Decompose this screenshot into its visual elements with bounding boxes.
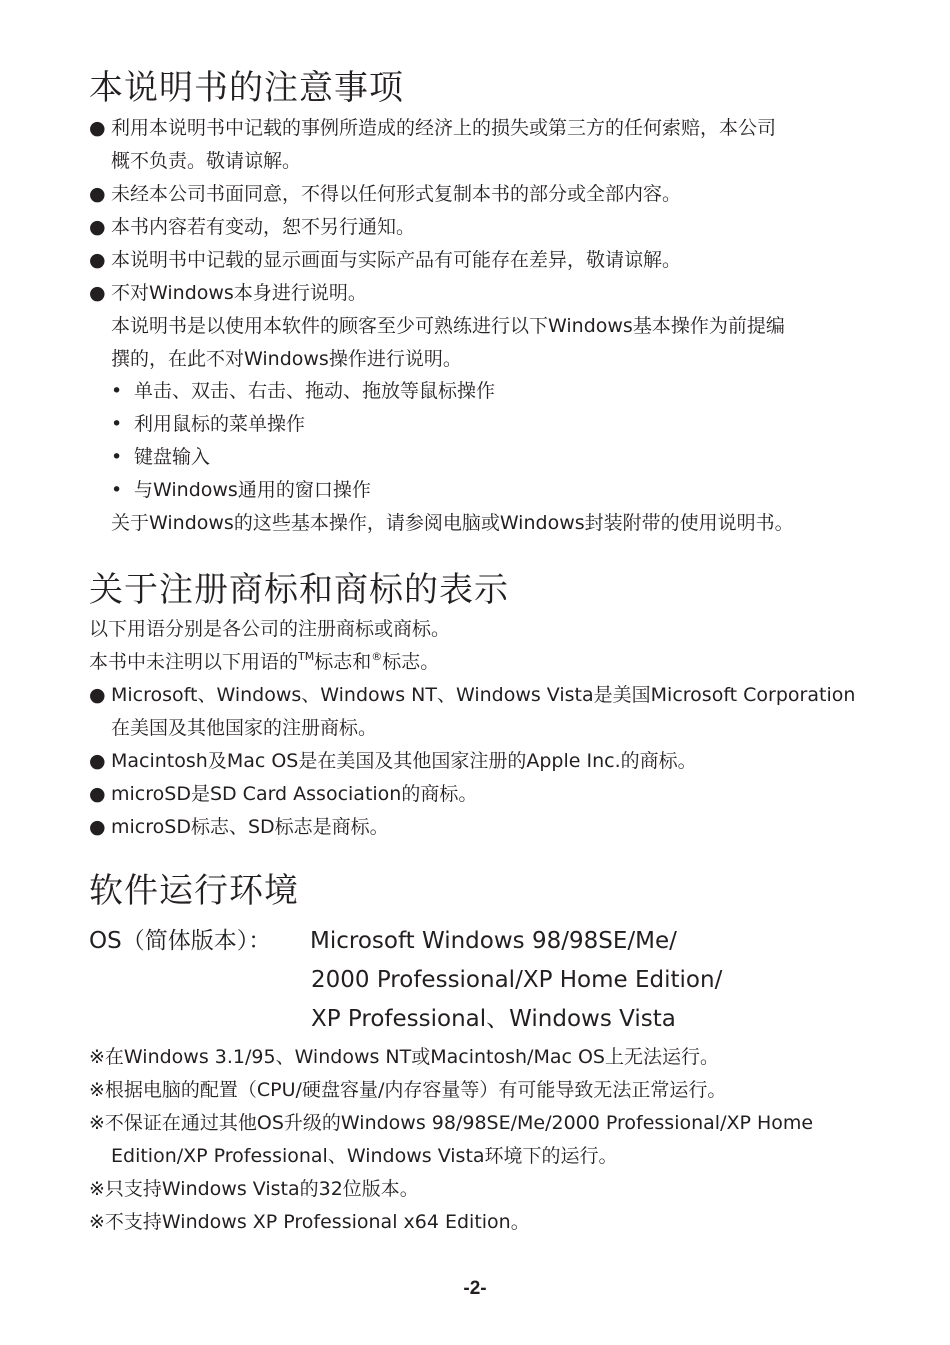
prerequisite-line-1: 本说明书是以使用本软件的顾客至少可熟练进行以下Windows基本操作为前提编 [111,315,785,337]
reference-note: 关于Windows的这些基本操作，请参阅电脑或Windows封装附带的使用说明书。 [111,512,794,534]
requirement-note-1: ※在Windows 3.1/95、Windows NT或Macintosh/Mac OS上无法运行。 [89,1046,719,1068]
notice-4: 本说明书中记载的显示画面与实际产品有可能存在差异，敬请谅解。 [111,249,682,271]
bullet-icon: ● [89,183,106,205]
tm-symbol: TM [298,650,315,663]
section-title-trademarks: 关于注册商标和商标的表示 [89,570,509,610]
bullet-icon: ● [89,816,106,838]
mark-note-text: 标志和 [314,651,372,673]
notice-1-line-1: 利用本说明书中记载的事例所造成的经济上的损失或第三方的任何索赔，本公司 [111,117,777,139]
os-support-line-2: 2000 Professional/XP Home Edition/ [311,967,723,993]
page-number: -2- [463,1278,487,1299]
bullet-icon: ● [89,783,106,805]
bullet-icon: ● [89,684,106,706]
dot-icon: • [111,446,123,468]
trademark-microsd: microSD是SD Card Association的商标。 [111,783,478,805]
operation-item: 与Windows通用的窗口操作 [134,479,371,501]
requirement-note-4: ※只支持Windows Vista的32位版本。 [89,1178,419,1200]
notice-2: 未经本公司书面同意，不得以任何形式复制本书的部分或全部内容。 [111,183,682,205]
section-title-requirements: 软件运行环境 [89,871,299,911]
trademark-microsoft-line-2: 在美国及其他国家的注册商标。 [111,717,378,739]
trademark-sd-logo: microSD标志、SD标志是商标。 [111,816,389,838]
trademark-mark-note [89,649,439,675]
bullet-icon: ● [89,750,106,772]
dot-icon: • [111,479,123,501]
notice-3: 本书内容若有变动，恕不另行通知。 [111,216,416,238]
dot-icon: • [111,380,123,402]
operation-item: 利用鼠标的菜单操作 [134,413,306,435]
bullet-icon: ● [89,249,106,271]
mark-note-text: 本书中未注明以下用语的 [89,651,299,673]
trademark-intro: 以下用语分别是各公司的注册商标或商标。 [89,618,451,640]
requirement-note-2: ※根据电脑的配置（CPU/硬盘容量/内存容量等）有可能导致无法正常运行。 [89,1079,727,1101]
requirement-note-3-line-2: Edition/XP Professional、Windows Vista环境下的运行。 [111,1145,618,1167]
trademark-apple: Macintosh及Mac OS是在美国及其他国家注册的Apple Inc.的商标。 [111,750,697,772]
bullet-icon: ● [89,216,106,238]
operation-item: 单击、双击、右击、拖动、拖放等鼠标操作 [134,380,496,402]
registered-symbol: ® [371,650,383,663]
prerequisite-line-2: 撰的，在此不对Windows操作进行说明。 [111,348,462,370]
section-title-notes: 本说明书的注意事项 [89,68,404,108]
requirement-note-3-line-1: ※不保证在通过其他OS升级的Windows 98/98SE/Me/2000 Professional/XP Home [89,1112,814,1134]
notice-5: 不对Windows本身进行说明。 [111,282,367,304]
requirement-note-5: ※不支持Windows XP Professional x64 Edition。 [89,1211,530,1233]
bullet-icon: ● [89,282,106,304]
os-support-line-1: Microsoft Windows 98/98SE/Me/ [310,928,677,954]
os-support-line-3: XP Professional、Windows Vista [311,1006,676,1032]
os-label: OS（简体版本）： [89,928,272,954]
mark-note-text: 标志。 [382,651,440,673]
trademark-microsoft-line-1: Microsoft、Windows、Windows NT、Windows Vista是美国Microsoft Corporation [111,684,856,706]
bullet-icon: ● [89,117,106,139]
operation-item: 键盘输入 [134,446,211,468]
notice-1-line-2: 概不负责。敬请谅解。 [111,150,302,172]
dot-icon: • [111,413,123,435]
